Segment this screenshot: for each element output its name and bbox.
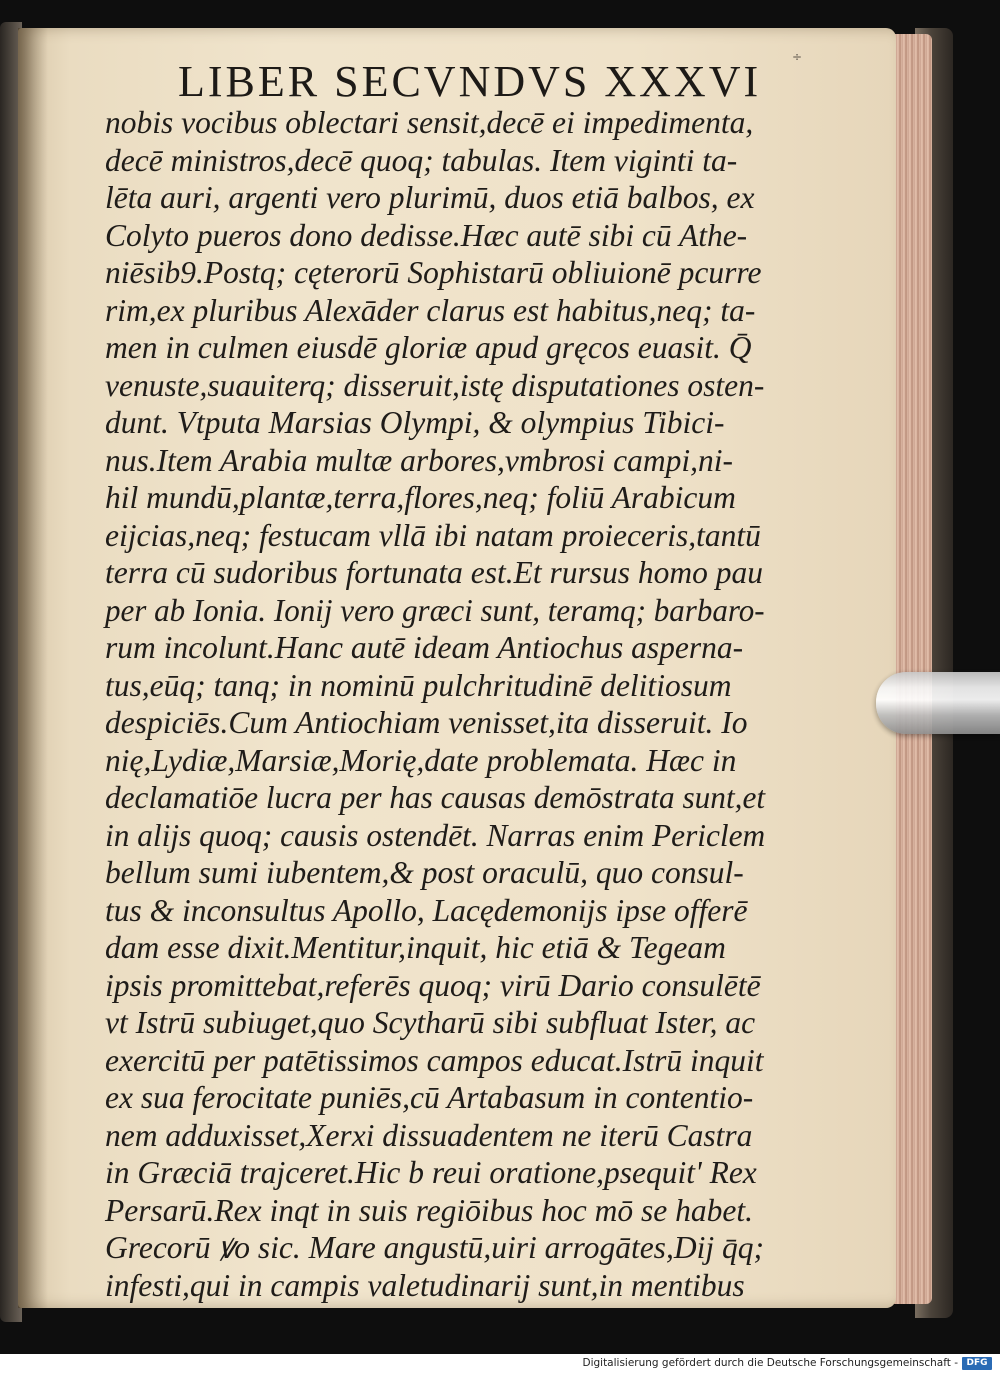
text-line: rum incolunt.Hanc autē ideam Antiochus asperna- [105,630,744,665]
footer-bar [0,1354,1000,1374]
corner-mark: ÷ [792,50,803,64]
text-line: tus,eūq; tanq; in nominū pulchritudinē delitiosum [105,667,732,703]
text-line: terra cū sudoribus fortunata est.Et rursus homo pau [105,555,764,590]
text-line: hil mundū,plantæ,terra,flores,neq; foliū Arabicum [105,480,736,515]
text-line: dam esse dixit.Mentitur,inquit, hic etiā & Tegeam [105,930,726,965]
text-line: bellum sumi iubentem,& post oraculū, quo consul- [105,855,744,890]
text-line: rim,ex pluribus Alexāder clarus est habitus,neq; ta- [105,292,756,328]
text-line: eijcias,neq; festucam vllā ibi natam proieceris,tantū [105,517,761,553]
text-line: nię,Lydiæ,Marsiæ,Morię,date problemata. Hæc in [105,742,737,778]
text-line: per ab Ionia. Ionij vero græci sunt, teramq; barbaro- [105,592,765,628]
dfg-logo-icon: DFG [962,1357,992,1370]
text-block [105,104,766,1303]
text-line: Persarū.Rex inqt in suis regiōibus hoc mō se habet. [105,1192,754,1228]
text-line: men in culmen eiusdē gloriæ apud gręcos euasit. Q̄ [105,330,752,365]
text-line: ex sua ferocitate puniēs,cū Artabasum in contentio- [105,1080,754,1115]
text-line: lēta auri, argenti vero plurimū, duos etiā balbos, ex [105,180,755,215]
text-line: decē ministros,decē quoq; tabulas. Item viginti ta- [105,142,738,178]
text-line: tus & inconsultus Apollo, Lacędemonijs ipse offerē [105,892,748,928]
text-line: ipsis promittebat,referēs quoq; virū Dario consulētē [105,967,761,1003]
page-clamp [876,672,1000,734]
text-line: Grecorū ꝟo sic. Mare angustū,uiri arrogātes,Dij q̄q; [105,1230,764,1265]
gutter-shadow [18,28,48,1308]
text-line: in alijs quoq; causis ostendēt. Narras enim Periclem [105,817,766,853]
text-line: in Græciā trajceret.Hic b reui oratione,psequit' Rex [105,1155,757,1190]
text-line: exercitū per patētissimos campos educat.Istrū inquit [105,1042,764,1078]
running-header: LIBER SECVNDVS XXXVI [178,57,762,106]
text-line: nobis vocibus oblectari sensit,decē ei impedimenta, [105,105,754,140]
text-line: infesti,qui in campis valetudinarij sunt,in mentibus [105,1267,745,1303]
text-line: Colyto pueros dono dedisse.Hæc autē sibi cū Athe- [105,217,748,253]
text-line: vt Istrū subiuget,quo Scytharū sibi subfluat Ister, ac [105,1005,756,1040]
text-line: venuste,suauiterq; disseruit,istę disputationes osten- [105,367,765,403]
text-line: nus.Item Arabia multæ arbores,vmbrosi campi,ni- [105,442,733,478]
text-line: nem adduxisset,Xerxi dissuadentem ne iterū Castra [105,1117,753,1153]
text-line: declamatiōe lucra per has causas demōstrata sunt,et [105,780,766,815]
text-line: dunt. Vtputa Marsias Olympi, & olympius Tibici- [105,405,725,440]
text-line: niēsib9.Postq; cęterorū Sophistarū obliuionē pcurre [105,255,762,290]
funding-credit: Digitalisierung gefördert durch die Deutsche Forschungsgemeinschaft - [582,1357,958,1369]
text-line: despiciēs.Cum Antiochiam venisset,ita disseruit. Io [105,705,748,740]
